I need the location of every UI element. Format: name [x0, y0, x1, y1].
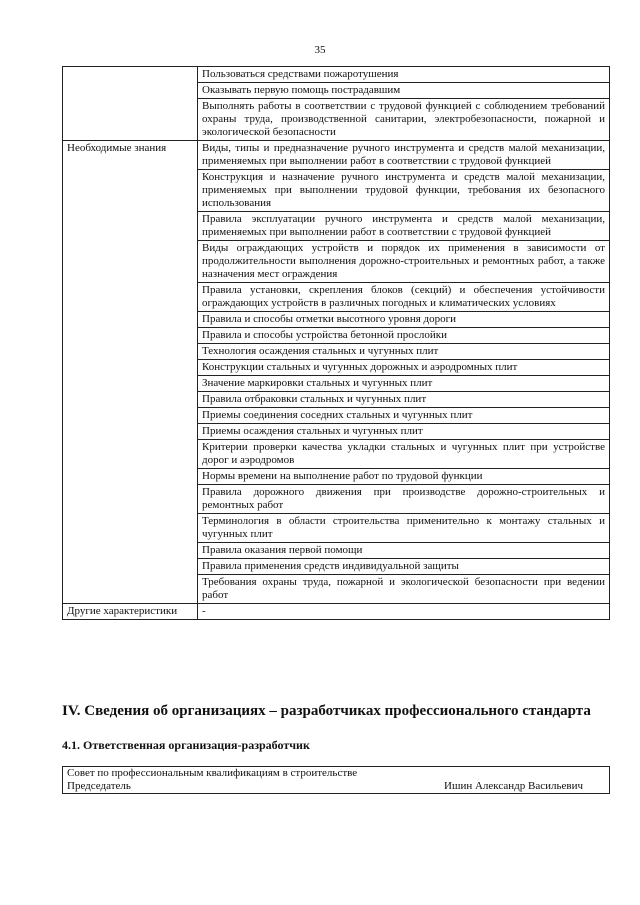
- row-item: Конструкции стальных и чугунных дорожных и аэродромных плит: [198, 360, 610, 376]
- row-item: Конструкция и назначение ручного инструмента и средств малой механизации, применяемых при выполнении трудовой функции, требования их безопасного использования: [198, 170, 610, 212]
- row-item: Критерии проверки качества укладки стальных и чугунных плит при устройстве дорог и аэродромов: [198, 440, 610, 469]
- row-item: Пользоваться средствами пожаротушения: [198, 67, 610, 83]
- standard-table: [62, 66, 610, 620]
- table-row: [63, 604, 610, 620]
- subsection-title: 4.1. Ответственная организация-разработчик: [62, 738, 310, 752]
- organization-box: [62, 766, 610, 794]
- row-label: [63, 67, 198, 141]
- row-item: Значение маркировки стальных и чугунных плит: [198, 376, 610, 392]
- row-item: Нормы времени на выполнение работ по трудовой функции: [198, 469, 610, 485]
- row-item: -: [198, 604, 610, 620]
- row-item: Выполнять работы в соответствии с трудовой функцией с соблюдением требований охраны труда, производственной санитарии, электробезопасности, пожарной и экологической безопасности: [198, 99, 610, 141]
- row-item: Правила дорожного движения при производстве дорожно-строительных и ремонтных работ: [198, 485, 610, 514]
- row-item: Виды ограждающих устройств и порядок их применения в зависимости от продолжительности выполнения дорожно-строительных и ремонтных работ, а также назначения мест ограждения: [198, 241, 610, 283]
- section-title: IV. Сведения об организациях – разработчиках профессионального стандарта: [62, 703, 591, 719]
- row-item: Приемы соединения соседних стальных и чугунных плит: [198, 408, 610, 424]
- row-item: Правила отбраковки стальных и чугунных плит: [198, 392, 610, 408]
- row-item: Правила применения средств индивидуальной защиты: [198, 559, 610, 575]
- page-number: 35: [314, 44, 326, 56]
- row-item: Правила и способы отметки высотного уровня дороги: [198, 312, 610, 328]
- row-item: Оказывать первую помощь пострадавшим: [198, 83, 610, 99]
- row-item: Виды, типы и предназначение ручного инструмента и средств малой механизации, применяемых при выполнении работ в соответствии с трудовой функцией: [198, 141, 610, 170]
- row-label: Другие характеристики: [63, 604, 198, 620]
- organization-role: Председатель: [67, 780, 131, 792]
- table-row: [63, 141, 610, 170]
- row-item: Требования охраны труда, пожарной и экологической безопасности при ведении работ: [198, 575, 610, 604]
- row-item: Правила и способы устройства бетонной прослойки: [198, 328, 610, 344]
- row-item: Технология осаждения стальных и чугунных плит: [198, 344, 610, 360]
- row-item: Правила оказания первой помощи: [198, 543, 610, 559]
- row-item: Правила установки, скрепления блоков (секций) и обеспечения устойчивости ограждающих устройств в различных погодных и климатических условиях: [198, 283, 610, 312]
- table-row: [63, 67, 610, 83]
- row-item: Приемы осаждения стальных и чугунных плит: [198, 424, 610, 440]
- organization-name: Совет по профессиональным квалификациям в строительстве: [67, 767, 358, 779]
- row-label: Необходимые знания: [63, 141, 198, 604]
- row-item: Правила эксплуатации ручного инструмента и средств малой механизации, применяемых при выполнении работ в соответствии с трудовой функцией: [198, 212, 610, 241]
- row-item: Терминология в области строительства применительно к монтажу стальных и чугунных плит: [198, 514, 610, 543]
- organization-person: Ишин Александр Васильевич: [444, 780, 583, 792]
